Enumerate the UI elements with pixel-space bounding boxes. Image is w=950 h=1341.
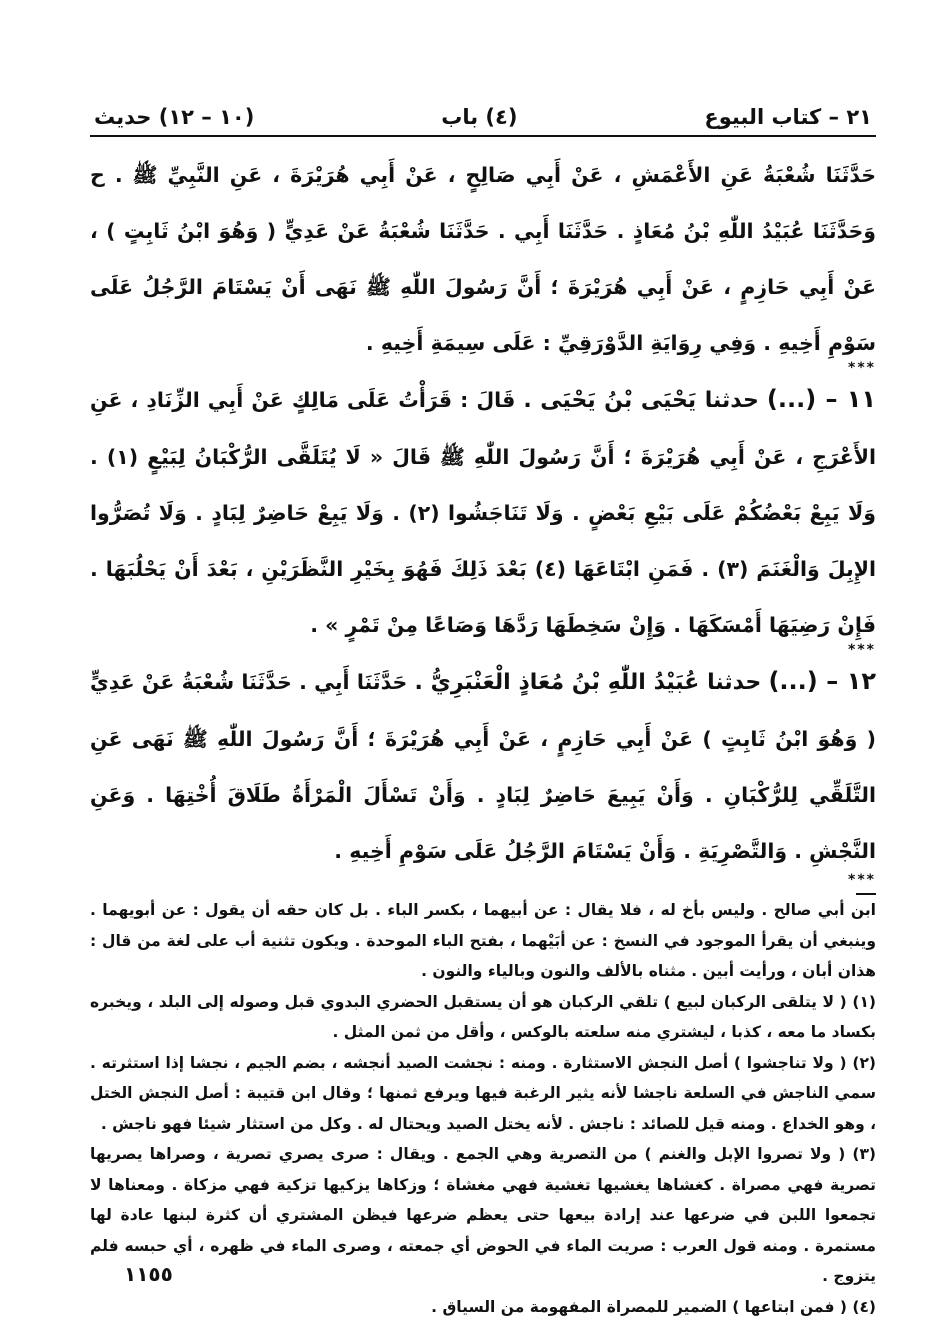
footnote-1: (١) ( لا يتلقى الركبان لبيع ) تلقي الركبان هو أن يستقبل الحضري البدوي قبل وصوله إلى البلد ، ويخبره بكساد ما معه ، كذبا ، ليشتري منه سلعته بالوكس ، وأقل من ثمن المثل . bbox=[90, 992, 876, 1041]
hadith-12-number: ١٢ – (...) bbox=[768, 667, 877, 695]
hadith-12 bbox=[90, 653, 876, 879]
footnote-continuation: ابن أبي صالح . وليس بأخ له ، فلا يقال : عن أبيهما ، بكسر الباء . بل كان حقه أن يقول : عن أبويهما . وينبغي أن يقرأ الموجود في النسخ : عن أبَيْهما ، بفتح الباء الموحدة . ويكون تثنية أب على لغة من قال : هذان أبان ، ورأيت أبين . مثناه بالألف والنون وبالياء والنون . bbox=[90, 901, 876, 980]
separator: *** bbox=[848, 642, 876, 658]
page bbox=[90, 95, 876, 1322]
separator: *** bbox=[848, 360, 876, 376]
header-hadith-range: (١٠ – ١٢) حديث bbox=[94, 105, 255, 129]
footnote-2: (٢) ( ولا تناجشوا ) أصل النجش الاستثارة . ومنه : نجشت الصيد أنجشه ، بضم الجيم ، نجشا إذا استثرته . سمي الناجش في السلعة ناجشا لأنه يثير الرغبة فيها ويرفع ثمنها ؛ وقال ابن قتيبة : أصل النجش الختل ، وهو الخداع . ومنه قيل للصائد : ناجش . لأنه يختل الصيد ويحتال له . وكل من استثار شيئا فهو ناجش . bbox=[90, 1053, 876, 1133]
separator: *** bbox=[848, 872, 876, 888]
footnote-4: (٤) ( فمن ابتاعها ) الضمير للمصراة المفهومة من السياق . bbox=[431, 1297, 876, 1316]
header-chapter: (٤) باب bbox=[441, 105, 518, 129]
page-number: ١١٥٥ bbox=[124, 1262, 173, 1286]
hadith-11 bbox=[90, 371, 876, 653]
hadith-10-continuation: حَدَّثَنَا شُعْبَةُ عَنِ الأَعْمَشِ ، عَنْ أَبِي صَالِحٍ ، عَنْ أَبِي هُرَيْرَةَ ، عَنِ النَّبِيِّ ﷺ . ح وَحَدَّثَنَا عُبَيْدُ اللّٰهِ بْنُ مُعَاذٍ . حَدَّثَنَا أَبِي . حَدَّثَنَا شُعْبَةُ عَنْ عَدِيٍّ ( وَهُوَ ابْنُ ثَابِتٍ ) ، عَنْ أَبِي حَازِمٍ ، عَنْ أَبِي هُرَيْرَةَ ؛ أَنَّ رَسُولَ اللّٰهِ ﷺ نَهَى أَنْ يَسْتَامَ الرَّجُلُ عَلَى سَوْمِ أَخِيهِ . وَفِي رِوَايَةِ الدَّوْرَقِيِّ : عَلَى سِيمَةِ أَخِيهِ . bbox=[90, 163, 876, 355]
hadith-12-text: حَدَّثَنَا أَبِي . حَدَّثَنَا شُعْبَةُ عَنْ عَدِيٍّ ( وَهُوَ ابْنُ ثَابِتٍ ) عَنْ أَبِي حَازِمٍ ، عَنْ أَبِي هُرَيْرَةَ ؛ أَنَّ رَسُولَ اللّٰهِ ﷺ نَهَى عَنِ التَّلَقِّي لِلرُّكْبَانِ . وَأَنْ يَبِيعَ حَاضِرٌ لِبَادٍ . وَأَنْ تَسْأَلَ الْمَرْأَةُ طَلَاقَ أُخْتِهَا . وَعَنِ النَّجْشِ . وَالتَّصْرِيَةِ . وَأَنْ يَسْتَامَ الرَّجُلُ عَلَى سَوْمِ أَخِيهِ . bbox=[90, 670, 876, 863]
hadith-11-number: ١١ – (...) bbox=[766, 385, 877, 413]
running-header bbox=[90, 95, 876, 137]
hadith-11-opening: حدثنا يَحْيَى بْنُ يَحْيَى . bbox=[523, 388, 759, 413]
footnotes bbox=[90, 895, 876, 1322]
footnote-3: (٣) ( ولا تصروا الإبل والغنم ) من التصرية وهي الجمع . ويقال : صرى يصري تصرية ، وصراها يصريها تصرية فهي مصراة . كغشاها يغشيها تغشية فهي مغشاة ؛ وزكاها يزكيها تزكية فهي مزكاة . ومعناها لا تجمعوا اللبن في ضرعها عند إرادة بيعها حتى يعظم ضرعها فيظن المشتري أن كثرة لبنها عادة لها مستمرة . ومنه قول العرب : صريت الماء في الحوض أي جمعته ، وصرى الماء في ظهره ، أي حبسه فلم يتزوج . bbox=[90, 1145, 876, 1285]
main-text bbox=[90, 147, 876, 887]
hadith-12-opening: حدثنا عُبَيْدُ اللّٰهِ بْنُ مُعَاذٍ الْعَنْبَرِيُّ . bbox=[414, 670, 762, 695]
header-book-title: ٢١ – كتاب البيوع bbox=[704, 105, 872, 129]
hadith-11-text: قَالَ : قَرَأْتُ عَلَى مَالِكٍ عَنْ أَبِي الزِّنَادِ ، عَنِ الأَعْرَجِ ، عَنْ أَبِي هُرَيْرَةَ ؛ أَنَّ رَسُولَ اللّٰهِ ﷺ قَالَ « لَا يُتَلَقَّى الرُّكْبَانُ لِبَيْعٍ (١) . وَلَا يَبِعْ بَعْضُكُمْ عَلَى بَيْعِ بَعْضٍ . وَلَا تَنَاجَشُوا (٢) . وَلَا يَبِعْ حَاضِرٌ لِبَادٍ . وَلَا تُصَرُّوا الإِبِلَ وَالْغَنَمَ (٣) . فَمَنِ ابْتَاعَهَا (٤) بَعْدَ ذَلِكَ فَهُوَ بِخَيْرِ النَّظَرَيْنِ ، بَعْدَ أَنْ يَحْلُبَهَا . فَإِنْ رَضِيَهَا أَمْسَكَهَا . وَإِنْ سَخِطَهَا رَدَّهَا وَصَاعًا مِنْ تَمْرٍ » . bbox=[90, 388, 877, 637]
